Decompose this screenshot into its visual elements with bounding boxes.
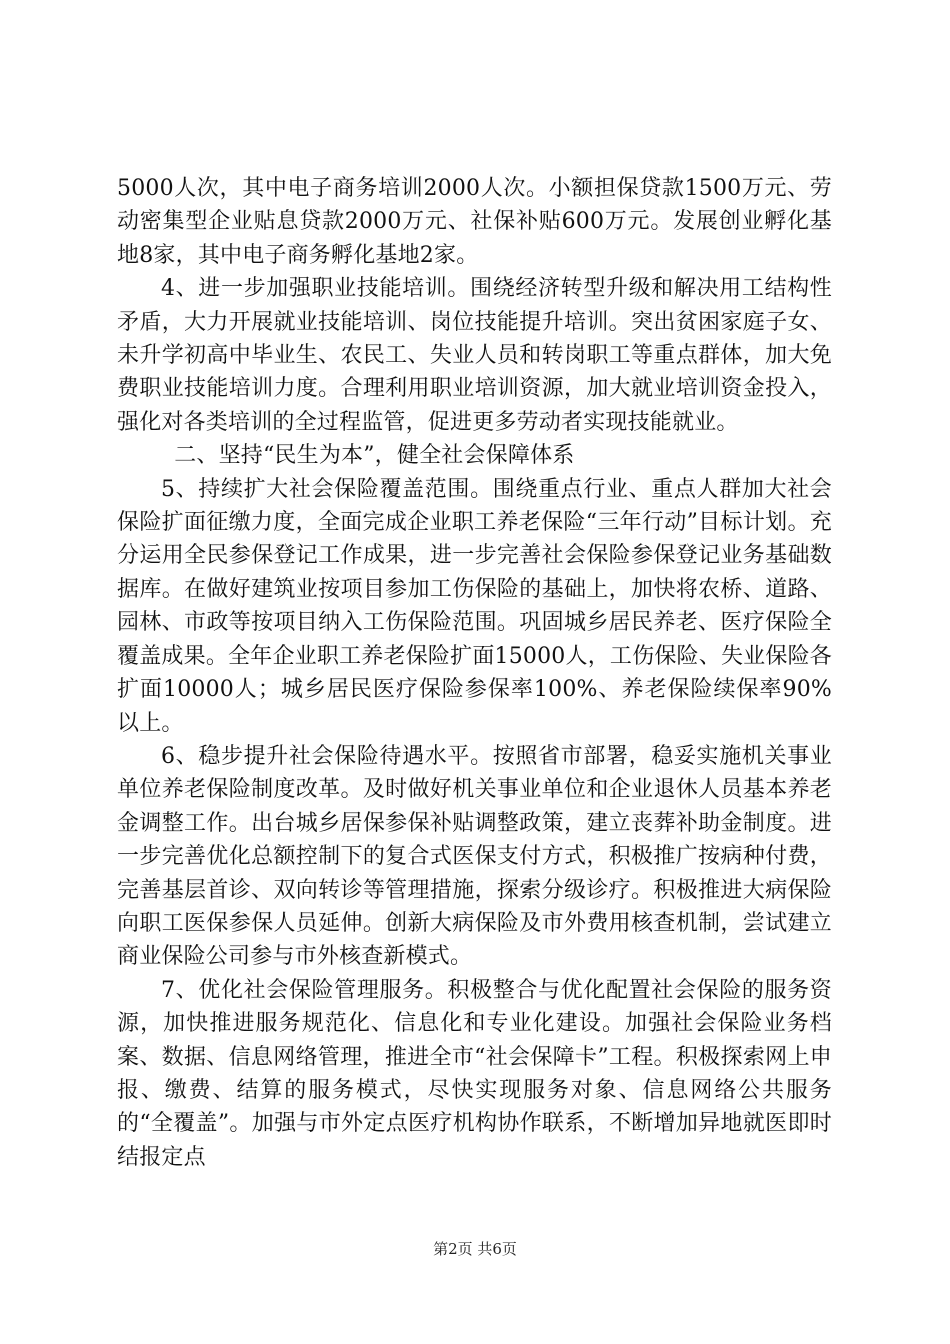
paragraph-item-7: 7、优化社会保险管理服务。积极整合与优化配置社会保险的服务资源，加快推进服务规范化、信息化和专业化建设。加强社会保险业务档案、数据、信息网络管理，推进全市“社会保障卡”工程。积极探索网上申报、缴费、结算的服务模式，尽快实现服务对象、信息网络公共服务的“全覆盖”。加强与市外定点医疗机构协作联系，不断增加异地就医即时结报定点 [117,977,832,1170]
paragraph-item-4: 4、进一步加强职业技能培训。围绕经济转型升级和解决用工结构性矛盾，大力开展就业技能培训、岗位技能提升培训。突出贫困家庭子女、未升学初高中毕业生、农民工、失业人员和转岗职工等重点群体，加大免费职业技能培训力度。合理利用职业培训资源，加大就业培训资金投入，强化对各类培训的全过程监管，促进更多劳动者实现技能就业。 [117,276,832,435]
page-number-footer: 第2页 共6页 [433,1240,517,1258]
paragraph-item-6: 6、稳步提升社会保险待遇水平。按照省市部署，稳妥实施机关事业单位养老保险制度改革。及时做好机关事业单位和企业退休人员基本养老金调整工作。出台城乡居保参保补贴调整政策，建立丧葬补助金制度。进一步完善优化总额控制下的复合式医保支付方式，积极推广按病种付费，完善基层首诊、双向转诊等管理措施，探索分级诊疗。积极推进大病保险向职工医保参保人员延伸。创新大病保险及市外费用核查机制，尝试建立商业保险公司参与市外核查新模式。 [117,743,832,970]
section-heading-2: 二、坚持“民生为本”，健全社会保障体系 [174,443,575,469]
paragraph-item-5: 5、持续扩大社会保险覆盖范围。围绕重点行业、重点人群加大社会保险扩面征缴力度，全面完成企业职工养老保险“三年行动”目标计划。充分运用全民参保登记工作成果，进一步完善社会保险参保登记业务基础数据库。在做好建筑业按项目参加工伤保险的基础上，加快将农桥、道路、园林、市政等按项目纳入工伤保险范围。巩固城乡居民养老、医疗保险全覆盖成果。全年企业职工养老保险扩面15000人，工伤保险、失业保险各扩面10000人；城乡居民医疗保险参保率100%、养老保险续保率90%以上。 [117,476,832,736]
document-body [117,172,832,1174]
paragraph-continuation: 5000人次，其中电子商务培训2000人次。小额担保贷款1500万元、劳动密集型企业贴息贷款2000万元、社保补贴600万元。发展创业孵化基地8家，其中电子商务孵化基地2家。 [117,176,832,268]
